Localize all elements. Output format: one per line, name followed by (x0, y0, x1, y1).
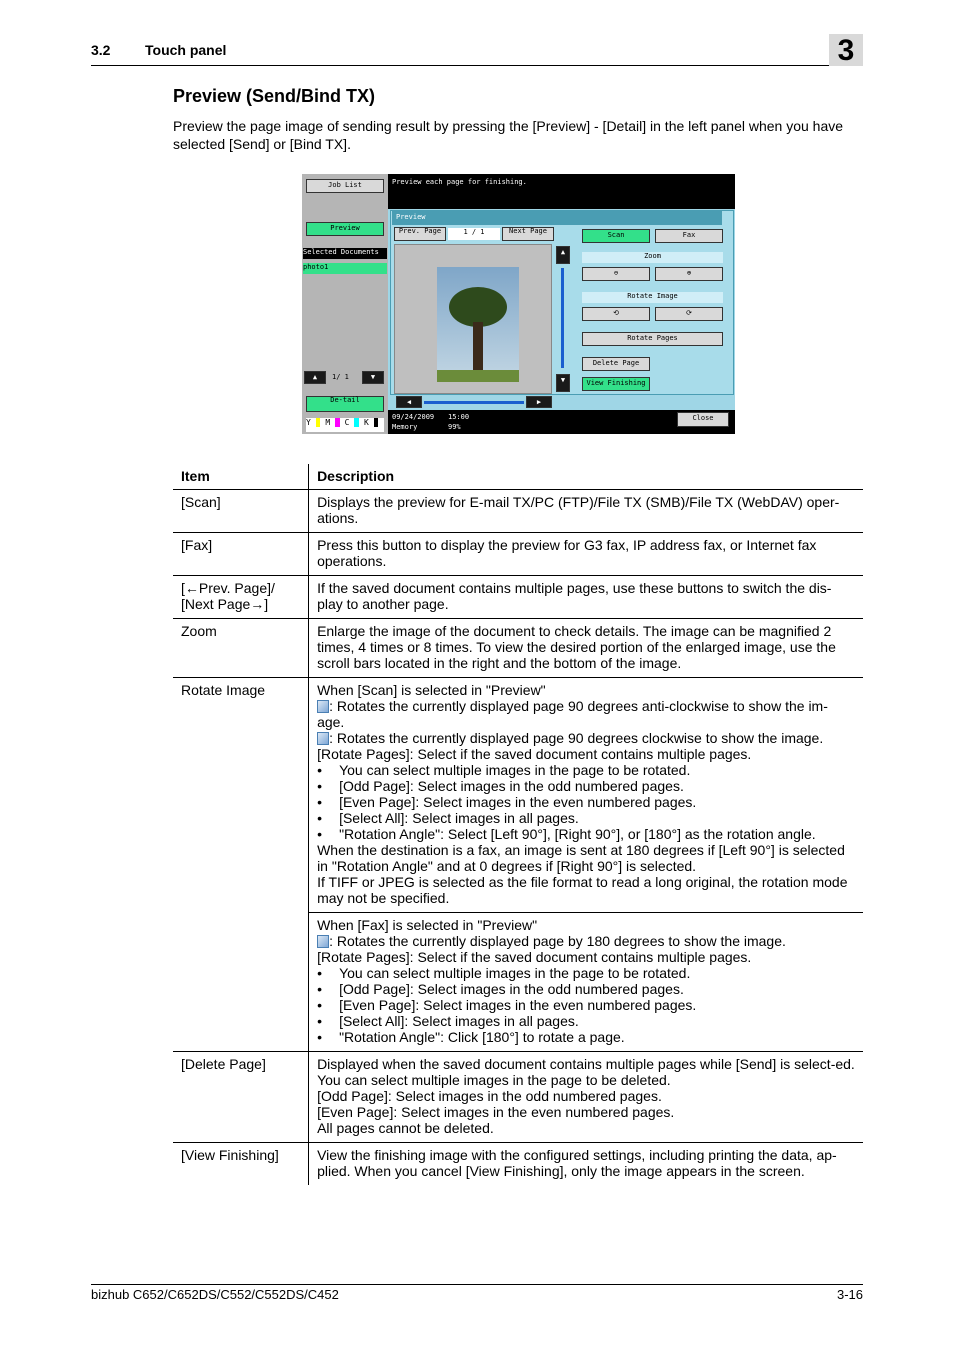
toner-y: Y (306, 418, 311, 427)
detail-button[interactable]: De-tail (306, 396, 384, 412)
row-desc-scan (309, 678, 863, 913)
scroll-right-icon[interactable]: ▶ (526, 396, 552, 408)
left-panel (302, 174, 388, 434)
scan-tiff-note: If TIFF or JPEG is selected as the file format to read a long original, the rotation mode may not be specified. (317, 874, 848, 906)
row-item: [Delete Page] (173, 1052, 309, 1143)
message-text: Preview each page for finishing. (392, 178, 527, 186)
prev-page-label: Prev. Page (398, 227, 442, 235)
row-desc: Displays the preview for E-mail TX/PC (FTP)/File TX (SMB)/File TX (WebDAV) oper-ations. (309, 490, 863, 533)
toner-c: C (344, 418, 350, 427)
scan-fax-note: When the destination is a fax, an image is sent at 180 degrees if [Left 90°] is selected in "Rotation Angle" and at 0 degrees if [Right 90°] is selected. (317, 842, 845, 874)
list-item: • [Odd Page]: Select images in the odd numbered pages. (317, 778, 855, 794)
zoom-in-icon[interactable]: ⊕ (655, 267, 723, 281)
scroll-left-icon[interactable]: ◀ (396, 396, 422, 408)
date-text: 09/24/2009 (392, 413, 435, 421)
memory-label: Memory (392, 423, 418, 431)
footer-page-number: 3-16 (836, 1287, 863, 1302)
toner-k: K (363, 418, 369, 427)
list-item: • [Select All]: Select images in all pages. (317, 1013, 855, 1029)
row-desc: Enlarge the image of the document to check details. The image can be magnified 2 times, 4 times or 8 times. To view the desired portion of the enlarged image, use the scroll bars located in the right and the bottom of the image. (309, 619, 863, 678)
list-item: • "Rotation Angle": Click [180°] to rotate a page. (317, 1029, 855, 1045)
scroll-down-icon[interactable]: ▼ (556, 374, 570, 392)
horizontal-scrollbar[interactable] (424, 401, 524, 404)
rotate-right-icon[interactable]: ⟳ (655, 307, 723, 321)
intro-text: Preview the page image of sending result by pressing the [Preview] - [Detail] in the left panel when you have selected [Send] or [Bind TX]. (173, 118, 844, 152)
list-item: • [Odd Page]: Select images in the odd numbered pages. (317, 981, 855, 997)
rotate-left-icon[interactable]: ⟲ (582, 307, 650, 321)
scan-clockwise: : Rotates the currently displayed page 90 degrees clockwise to show the image. (317, 730, 855, 746)
list-item: • [Select All]: Select images in all pages. (317, 810, 855, 826)
job-list-button[interactable]: Job List (306, 179, 384, 193)
table-row (173, 678, 863, 913)
time-text: 15:00 (448, 413, 470, 421)
left-down-arrow-icon[interactable]: ▼ (362, 371, 384, 384)
document-item[interactable]: photo1 (303, 263, 387, 274)
row-desc: If the saved document contains multiple pages, use these buttons to switch the dis-play to another page. (309, 576, 863, 619)
left-page-counter: 1/ 1 (332, 373, 349, 381)
fax-rotate-pages: [Rotate Pages]: Select if the saved document contains multiple pages. (317, 949, 752, 965)
row-item: Zoom (173, 619, 309, 678)
toner-m: M (325, 418, 331, 427)
fax-intro: When [Fax] is selected in "Preview" (317, 917, 538, 933)
left-up-arrow-icon[interactable]: ▲ (304, 371, 326, 384)
fax-rotate: : Rotates the currently displayed page by 180 degrees to show the image. (317, 933, 855, 949)
rotate-left-icon (317, 700, 329, 713)
description-table (173, 464, 863, 1185)
view-finishing-button[interactable]: View Finishing (582, 377, 650, 391)
section-number: 3.2 (91, 42, 111, 58)
zoom-label: Zoom (582, 252, 723, 263)
header-description: Description (309, 464, 863, 490)
zoom-out-icon[interactable]: ⊖ (582, 267, 650, 281)
close-button[interactable]: Close (677, 412, 729, 427)
prev-page-button[interactable] (394, 227, 446, 241)
header-rule (91, 65, 863, 66)
row-desc: Displayed when the saved document contains multiple pages while [Send] is select-ed. You can select multiple images in the page to be deleted. [Odd Page]: Select images in the odd numbered pages. [Even Page]: Select images in the even numbered pages. All pages cannot be deleted. (309, 1052, 863, 1143)
section-title: Touch panel (145, 42, 227, 58)
scan-anticlockwise: : Rotates the currently displayed page 90 degrees anti-clockwise to show the im-age. (317, 698, 828, 730)
delete-page-button[interactable]: Delete Page (582, 357, 650, 371)
row-desc: Press this button to display the preview for G3 fax, IP address fax, or Internet fax operations. (309, 533, 863, 576)
preview-button[interactable]: Preview (306, 222, 384, 236)
row-item: [Fax] (173, 533, 309, 576)
chapter-number: 3 (829, 34, 863, 66)
table-row (173, 576, 863, 619)
list-item: • [Even Page]: Select images in the even numbered pages. (317, 794, 855, 810)
page-heading: Preview (Send/Bind TX) (173, 86, 376, 106)
list-item: • "Rotation Angle": Select [Left 90°], [Right 90°], or [180°] as the rotation angle. (317, 826, 855, 842)
row-desc-fax (309, 913, 863, 1052)
scan-intro: When [Scan] is selected in "Preview" (317, 682, 546, 698)
list-item: • You can select multiple images in the page to be rotated. (317, 965, 855, 981)
row-item: [Scan] (173, 490, 309, 533)
preview-screenshot (302, 174, 735, 434)
rotate-right-icon (317, 732, 329, 745)
row-item: [←Prev. Page]/ [Next Page→] (173, 576, 309, 619)
footer-model: bizhub C652/C652DS/C552/C552DS/C452 (91, 1287, 339, 1302)
message-bar (388, 174, 735, 209)
toner-indicator (306, 418, 384, 432)
table-row (173, 1143, 863, 1186)
next-page-button[interactable] (502, 227, 554, 241)
table-row (173, 490, 863, 533)
row-desc: View the finishing image with the configured settings, including printing the data, ap-plied. When you cancel [View Finishing], only the image appears in the screen. (317, 1147, 837, 1179)
rotate-image-label: Rotate Image (582, 292, 723, 303)
scan-button[interactable]: Scan (582, 229, 650, 243)
next-page-label: Next Page (509, 227, 547, 235)
panel-title: Preview (396, 213, 426, 221)
row-item: [View Finishing] (173, 1143, 309, 1186)
preview-image (437, 267, 519, 382)
table-row (173, 533, 863, 576)
rotate-180-icon (317, 935, 329, 948)
scroll-up-icon[interactable]: ▲ (556, 246, 570, 264)
list-item: • You can select multiple images in the page to be rotated. (317, 762, 855, 778)
footer-rule (91, 1284, 863, 1285)
selected-documents-label: Selected Documents (303, 248, 387, 259)
table-row (173, 1052, 863, 1143)
header-item: Item (173, 464, 309, 490)
table-header (173, 464, 863, 490)
page-counter: 1 / 1 (448, 228, 500, 240)
table-row (173, 619, 863, 678)
rotate-pages-button[interactable]: Rotate Pages (582, 332, 723, 346)
fax-button[interactable]: Fax (655, 229, 723, 243)
panel-title-bar (392, 210, 722, 225)
vertical-scrollbar[interactable] (561, 268, 564, 368)
memory-value: 99% (448, 423, 461, 431)
row-item: Rotate Image (173, 678, 309, 1052)
scan-rotate-pages: [Rotate Pages]: Select if the saved document contains multiple pages. (317, 746, 752, 762)
list-item: • [Even Page]: Select images in the even numbered pages. (317, 997, 855, 1013)
